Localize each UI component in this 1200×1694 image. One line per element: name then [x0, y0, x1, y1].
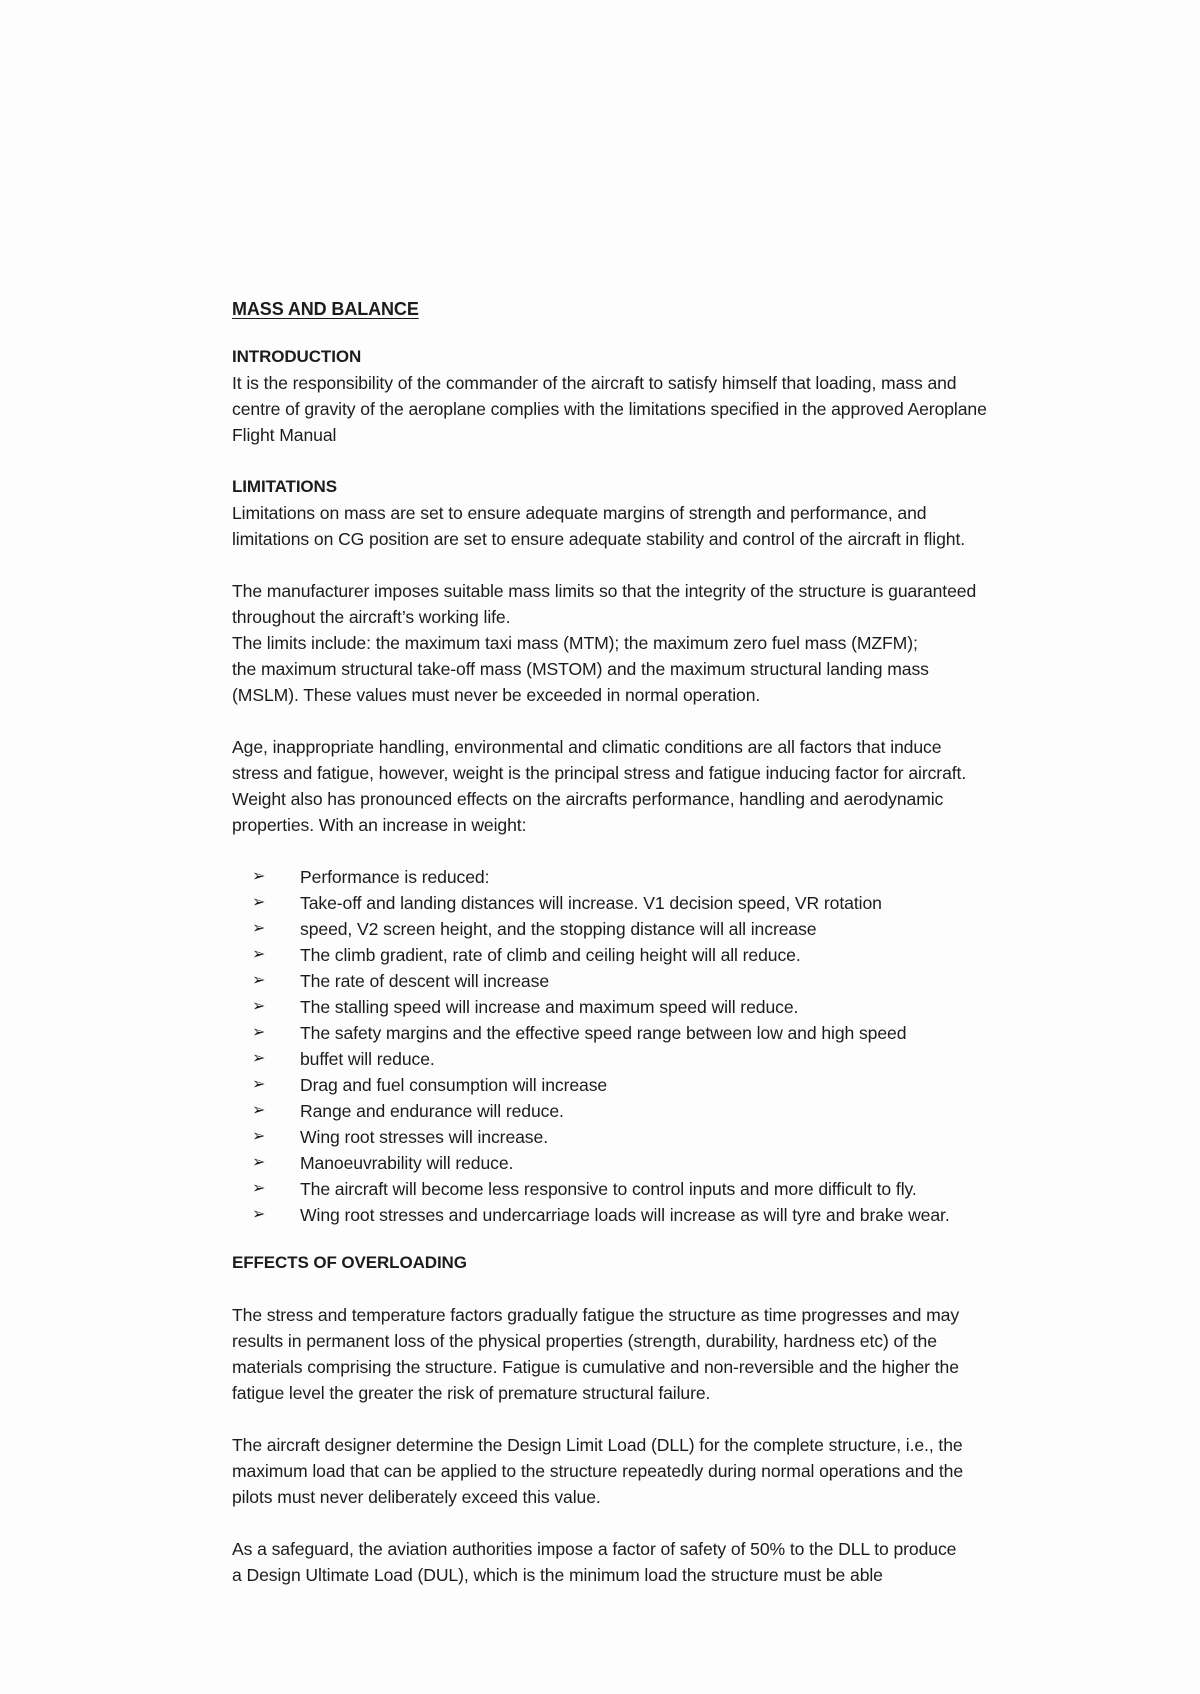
list-item — [252, 1020, 1112, 1046]
list-item — [252, 864, 1112, 890]
overloading-paragraph-3: As a safeguard, the aviation authorities impose a factor of safety of 50% to the DLL to produce a Design Ultimate Load (DUL), which is the minimum load the structure must be able — [232, 1539, 957, 1585]
list-item-text: Drag and fuel consumption will increase — [300, 1075, 608, 1095]
document-content — [232, 296, 1112, 1588]
list-item-text: Take-off and landing distances will increase. V1 decision speed, VR rotation — [300, 893, 882, 913]
introduction-heading: INTRODUCTION — [232, 347, 362, 366]
arrow-bullet-icon: ➢ — [252, 946, 266, 963]
arrow-bullet-icon: ➢ — [252, 1102, 266, 1119]
limitations-paragraph-3: Age, inappropriate handling, environmental and climatic conditions are all factors that induce stress and fatigue, however, weight is the principal stress and fatigue inducing factor for aircraft. Weight also has pronounced effects on the aircrafts performance, handling and aerodynamic properties. With an increase in weight: — [232, 737, 967, 835]
arrow-bullet-icon: ➢ — [252, 894, 266, 911]
list-item-text: speed, V2 screen height, and the stopping distance will all increase — [300, 919, 817, 939]
limitations-paragraph-2: The manufacturer imposes suitable mass limits so that the integrity of the structure is guaranteed throughout the aircraft’s working life. The limits include: the maximum taxi mass (MTM); the maximum zero fuel mass (MZFM); the maximum structural take-off mass (MSTOM) and the maximum structural landing mass (MSLM). These values must never be exceeded in normal operation. — [232, 581, 977, 705]
list-item — [252, 1098, 1112, 1124]
list-item-text: The rate of descent will increase — [300, 971, 550, 991]
list-item — [252, 1124, 1112, 1150]
list-item — [252, 1202, 1112, 1228]
arrow-bullet-icon: ➢ — [252, 1206, 266, 1223]
limitations-heading: LIMITATIONS — [232, 477, 337, 496]
list-item-text: The safety margins and the effective speed range between low and high speed — [300, 1023, 907, 1043]
list-item-text: Range and endurance will reduce. — [300, 1101, 564, 1121]
arrow-bullet-icon: ➢ — [252, 1180, 266, 1197]
list-item — [252, 994, 1112, 1020]
list-item-text: The aircraft will become less responsive to control inputs and more difficult to fly. — [300, 1179, 917, 1199]
arrow-bullet-icon: ➢ — [252, 868, 266, 885]
arrow-bullet-icon: ➢ — [252, 1050, 266, 1067]
list-item-text: Wing root stresses and undercarriage loads will increase as will tyre and brake wear. — [300, 1205, 950, 1225]
list-item — [252, 1150, 1112, 1176]
list-item-text: Wing root stresses will increase. — [300, 1127, 548, 1147]
list-item-text: buffet will reduce. — [300, 1049, 435, 1069]
list-item — [252, 968, 1112, 994]
document-title: MASS AND BALANCE — [232, 299, 419, 319]
list-item — [252, 1176, 1112, 1202]
list-item — [252, 1072, 1112, 1098]
limitations-paragraph-1: Limitations on mass are set to ensure adequate margins of strength and performance, and limitations on CG position are set to ensure adequate stability and control of the aircraft in flight. — [232, 503, 966, 549]
arrow-bullet-icon: ➢ — [252, 1024, 266, 1041]
overloading-paragraph-1: The stress and temperature factors gradually fatigue the structure as time progresses and may results in permanent loss of the physical properties (strength, durability, hardness etc) of the materials comprising the structure. Fatigue is cumulative and non-reversible and the higher the fatigue level the greater the risk of premature structural failure. — [232, 1305, 960, 1403]
list-item — [252, 916, 1112, 942]
list-item — [252, 942, 1112, 968]
list-item-text: The climb gradient, rate of climb and ceiling height will all reduce. — [300, 945, 801, 965]
arrow-bullet-icon: ➢ — [252, 972, 266, 989]
arrow-bullet-icon: ➢ — [252, 1128, 266, 1145]
list-item — [252, 890, 1112, 916]
list-item-text: The stalling speed will increase and maximum speed will reduce. — [300, 997, 799, 1017]
weight-effects-list — [232, 864, 1112, 1228]
overloading-heading: EFFECTS OF OVERLOADING — [232, 1253, 467, 1272]
list-item-text: Performance is reduced: — [300, 867, 490, 887]
arrow-bullet-icon: ➢ — [252, 920, 266, 937]
arrow-bullet-icon: ➢ — [252, 998, 266, 1015]
introduction-paragraph: It is the responsibility of the commander of the aircraft to satisfy himself that loading, mass and centre of gravity of the aeroplane complies with the limitations specified in the approved Aeroplane Flight Manual — [232, 373, 987, 445]
overloading-paragraph-2: The aircraft designer determine the Design Limit Load (DLL) for the complete structure, i.e., the maximum load that can be applied to the structure repeatedly during normal operations and the pilots must never deliberately exceed this value. — [232, 1435, 964, 1507]
list-item — [252, 1046, 1112, 1072]
arrow-bullet-icon: ➢ — [252, 1076, 266, 1093]
list-item-text: Manoeuvrability will reduce. — [300, 1153, 514, 1173]
arrow-bullet-icon: ➢ — [252, 1154, 266, 1171]
